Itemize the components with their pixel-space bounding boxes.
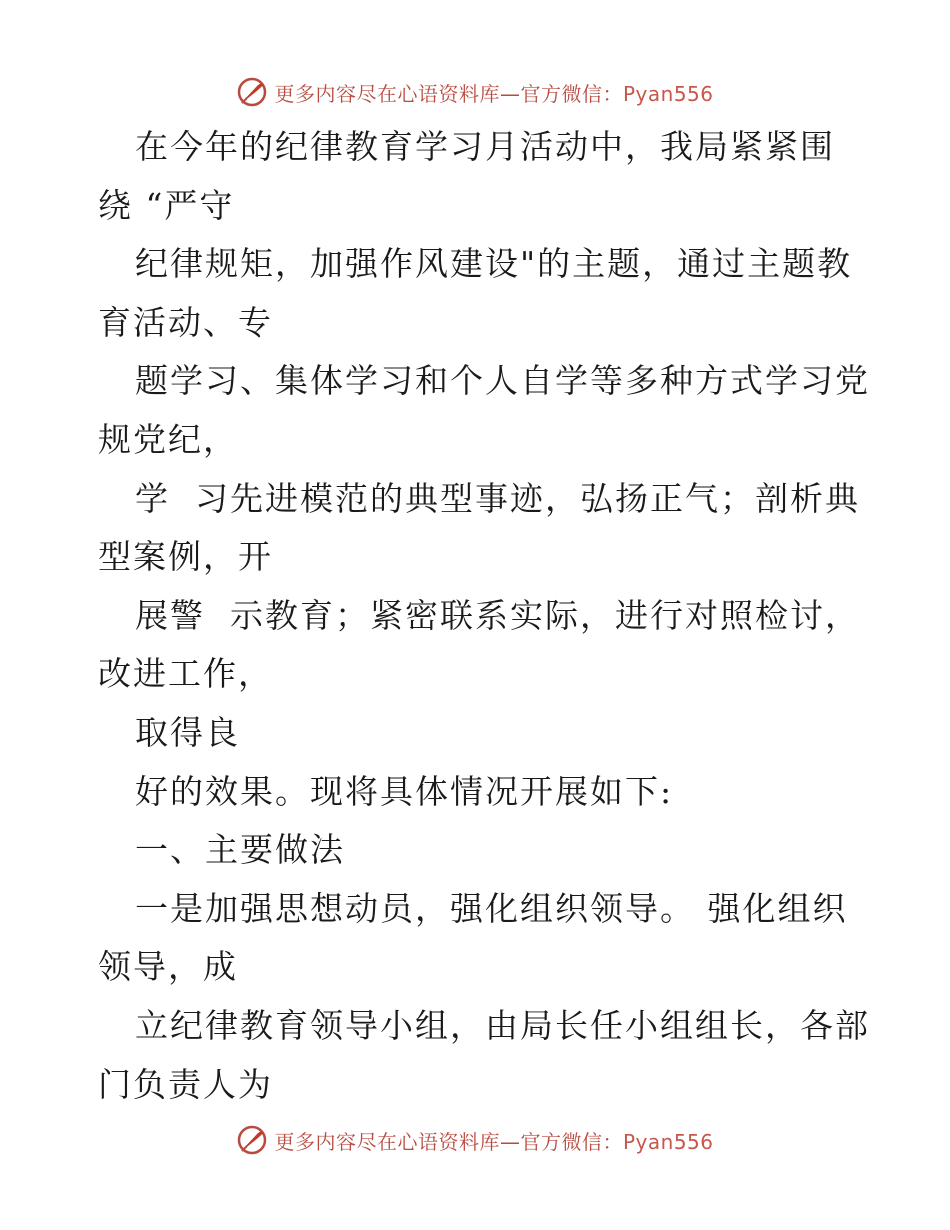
quill-logo-icon bbox=[236, 1124, 268, 1156]
text-line: 立纪律教育领导小组，由局长任小组组长，各部 bbox=[135, 1005, 870, 1045]
text-line: 好的效果。现将具体情况开展如下: bbox=[135, 771, 674, 811]
document-body bbox=[98, 118, 870, 1114]
text-line: 在今年的纪律教育学习月活动中，我局紧紧围 bbox=[135, 127, 835, 166]
text-line: 型案例，开 bbox=[98, 537, 273, 577]
footer-watermark bbox=[0, 1120, 950, 1160]
text-line: 学 习先进模范的典型事迹，弘扬正气；剖析典 bbox=[135, 478, 860, 518]
text-line: 绕 “严守 bbox=[98, 185, 235, 225]
text-line: 纪律规矩，加强作风建设"的主题，通过主题教 bbox=[135, 244, 853, 284]
text-line: 育活动、专 bbox=[98, 302, 273, 342]
text-line: 取得良 bbox=[135, 712, 240, 752]
quill-logo-icon bbox=[236, 76, 268, 108]
text-line: 一是加强思想动员，强化组织领导。 强化组织 bbox=[135, 888, 848, 928]
text-line: 题学习、集体学习和个人自学等多种方式学习党 bbox=[135, 361, 870, 401]
text-line: 领导，成 bbox=[98, 947, 238, 987]
text-line: 改进工作， bbox=[98, 654, 273, 694]
text-line: 一、主要做法 bbox=[135, 830, 345, 870]
text-line: 规党纪， bbox=[98, 419, 238, 459]
watermark-text: 更多内容尽在心语资料库—官方微信：Pyan556 bbox=[274, 81, 714, 106]
text-line: 门负责人为 bbox=[98, 1064, 273, 1104]
header-watermark bbox=[0, 72, 950, 112]
text-line: 展警 示教育；紧密联系实际，进行对照检讨， bbox=[135, 595, 860, 635]
watermark-text: 更多内容尽在心语资料库—官方微信：Pyan556 bbox=[274, 1129, 714, 1154]
